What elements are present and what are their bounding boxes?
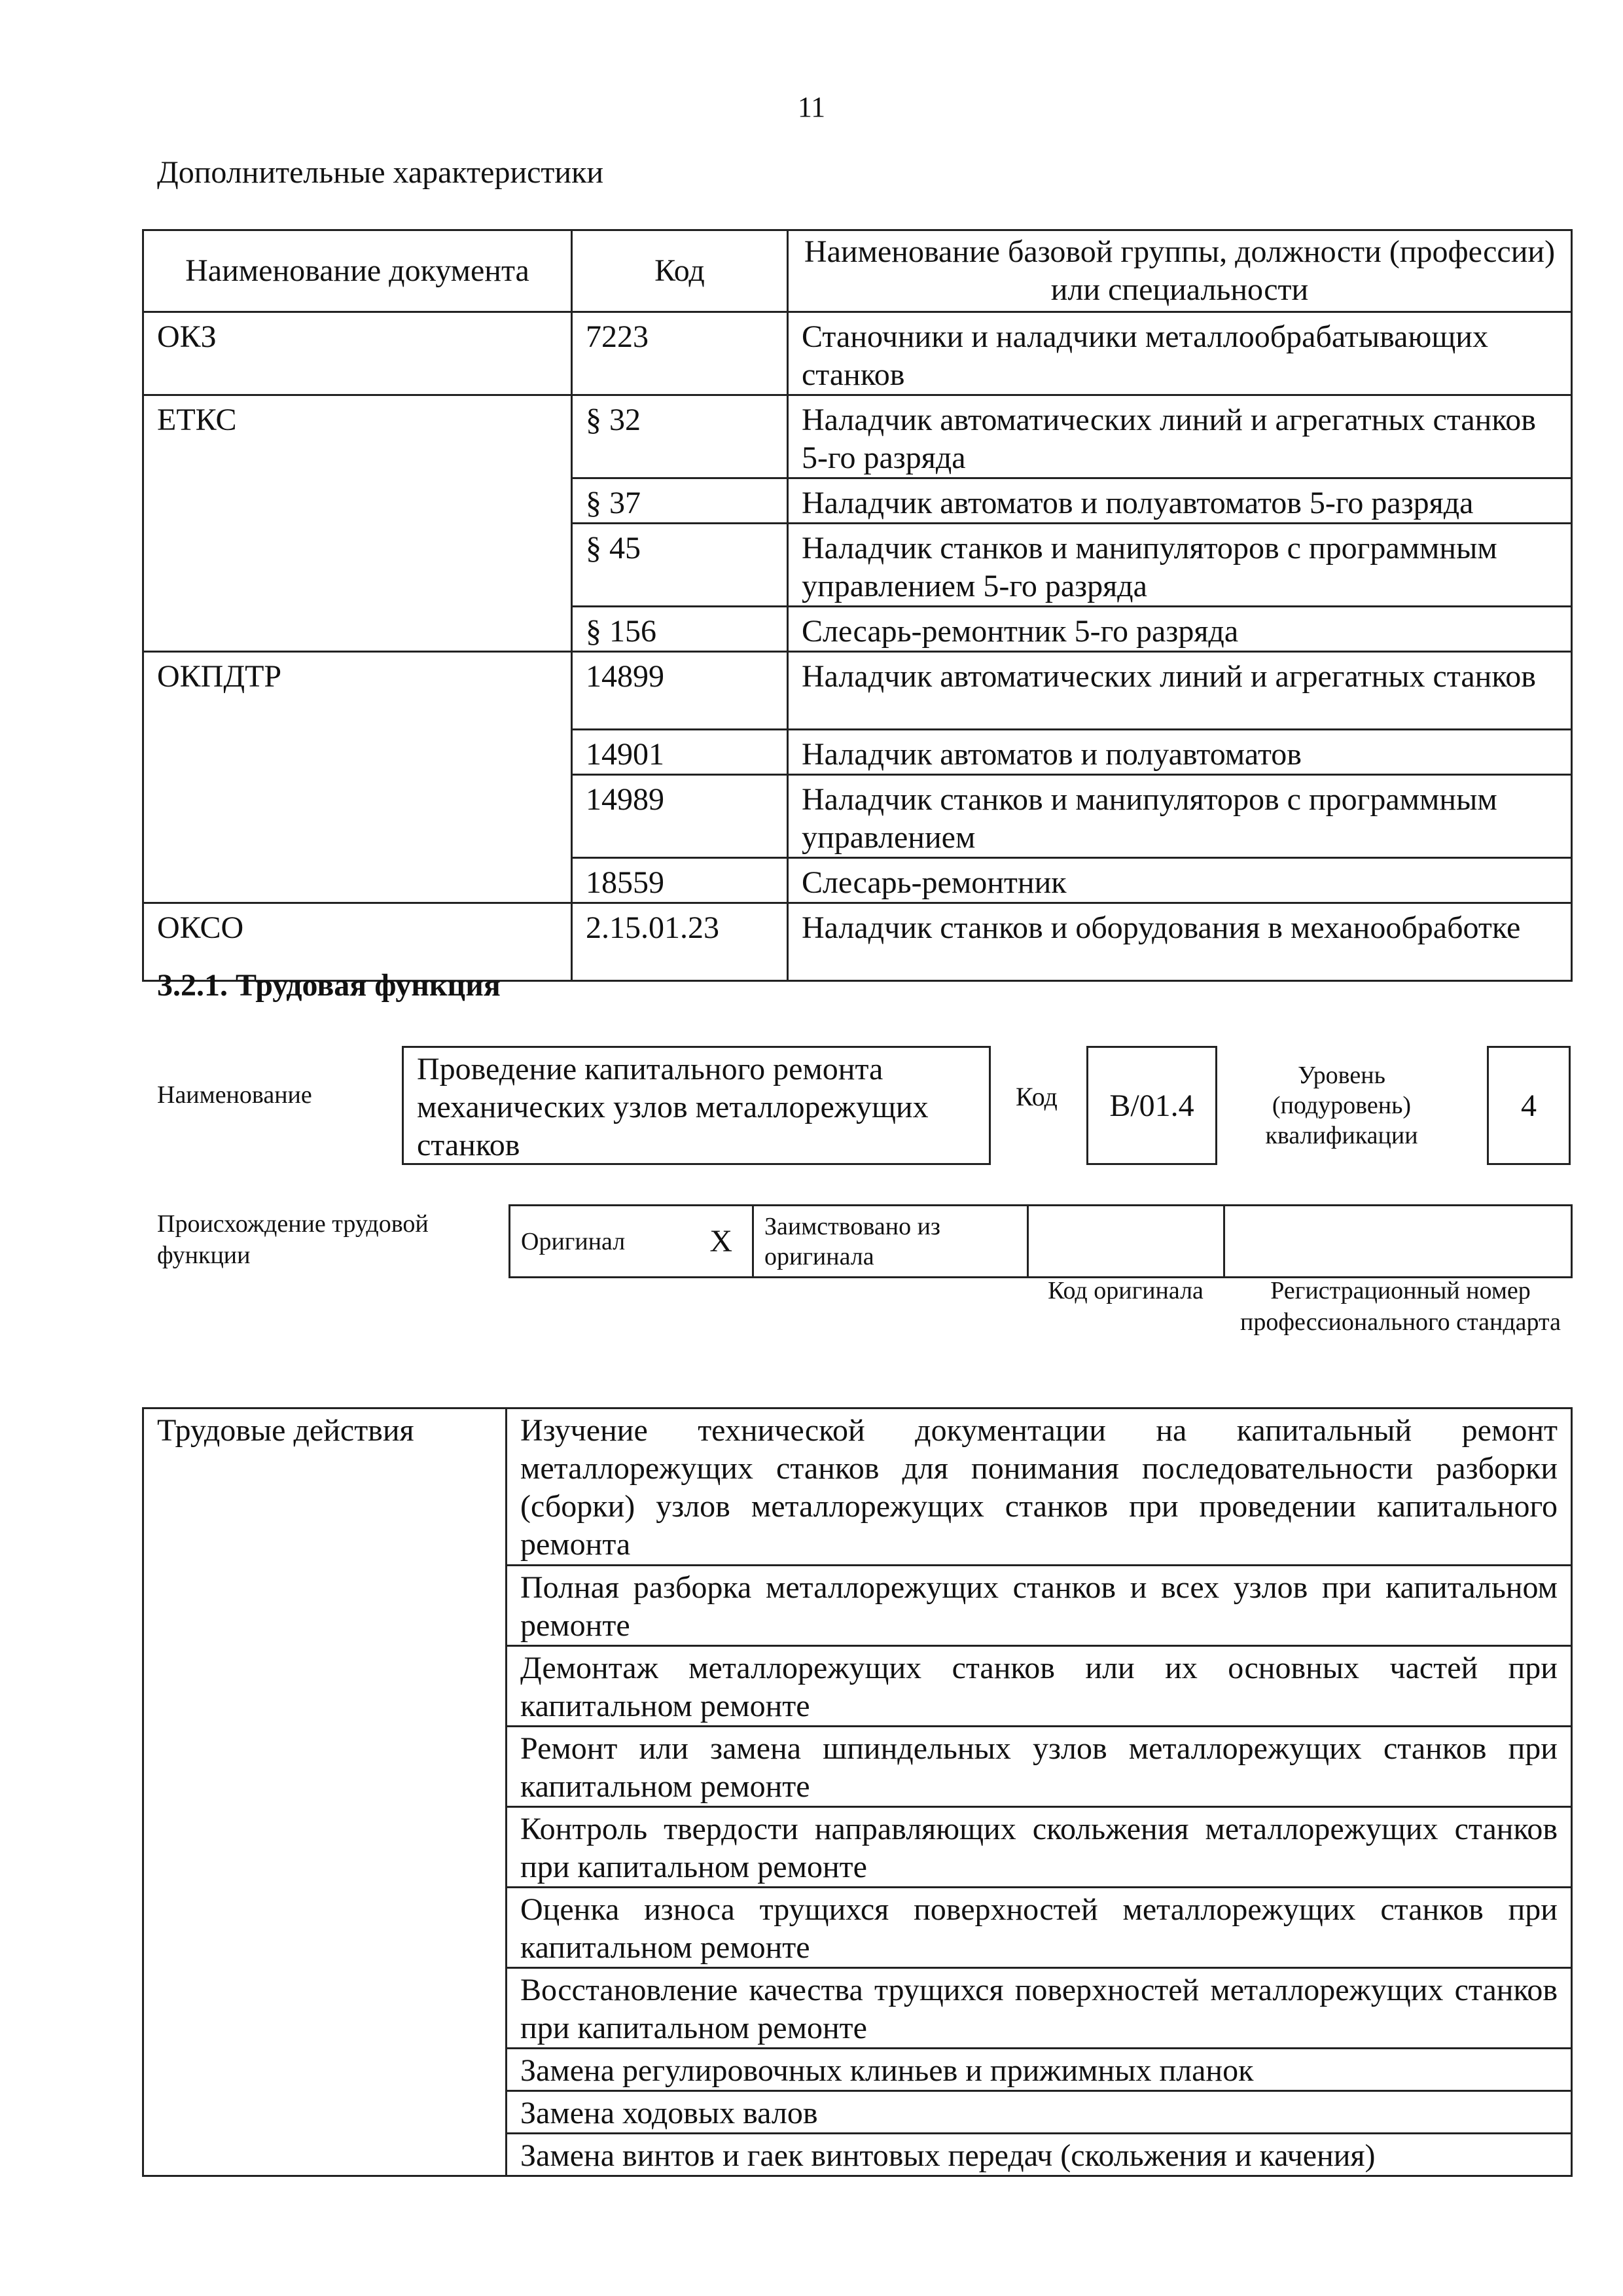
original-code-caption: Код оригинала — [1048, 1277, 1204, 1304]
table-row — [143, 312, 1572, 395]
labor-action-item: Оценка износа трущихся поверхностей металлорежущих станков при капитальном ремонте — [507, 1888, 1572, 1968]
name-cell: Наладчик станков и манипуляторов с программным управлением — [788, 775, 1572, 858]
origin-label-line2: функции — [157, 1242, 251, 1269]
qualification-level-label: Уровень (подуровень) квалификации — [1265, 1062, 1418, 1149]
name-cell: Наладчик автоматов и полуавтоматов — [788, 730, 1572, 775]
page-number: 11 — [797, 91, 826, 123]
name-cell: Наладчик автоматических линий и агрегатных станков 5-го разряда — [788, 395, 1572, 478]
column-header: Наименование базовой группы, должности (профессии) или специальности — [788, 230, 1572, 312]
borrowed-label: Заимствовано из оригинала — [753, 1206, 1028, 1278]
labor-actions-table — [142, 1407, 1573, 2177]
labor-action-item: Замена винтов и гаек винтовых передач (скольжения и качения) — [507, 2134, 1572, 2176]
name-cell: Станочники и наладчики металлообрабатывающих станков — [788, 312, 1572, 395]
code-cell: 14899 — [572, 652, 788, 730]
code-cell: 18559 — [572, 858, 788, 903]
code-cell: § 32 — [572, 395, 788, 478]
origin-label — [157, 1208, 429, 1271]
name-cell: Слесарь-ремонтник — [788, 858, 1572, 903]
table-header-row — [143, 230, 1572, 312]
function-heading: 3.2.1. Трудовая функция — [157, 968, 501, 1003]
labor-action-item: Контроль твердости направляющих скольжения металлорежущих станков при капитальном ремонте — [507, 1807, 1572, 1888]
name-cell: Наладчик автоматических линий и агрегатных станков — [788, 652, 1572, 730]
original-code-cell — [1028, 1206, 1224, 1278]
name-cell: Наладчик станков и оборудования в механообработке — [788, 903, 1572, 981]
name-cell: Наладчик станков и манипуляторов с программным управлением 5-го разряда — [788, 524, 1572, 607]
section-caption: Дополнительные характеристики — [157, 155, 604, 190]
table-row — [143, 395, 1572, 478]
column-header: Код — [572, 230, 788, 312]
registration-number-cell — [1224, 1206, 1572, 1278]
table-row — [143, 652, 1572, 730]
name-cell: Наладчик автоматов и полуавтоматов 5-го разряда — [788, 478, 1572, 524]
function-code-box: B/01.4 — [1086, 1046, 1217, 1165]
labor-action-item: Ремонт или замена шпиндельных узлов металлорежущих станков при капитальном ремонте — [507, 1727, 1572, 1807]
name-cell: Слесарь-ремонтник 5-го разряда — [788, 607, 1572, 652]
origin-label-line1: Происхождение трудовой — [157, 1210, 429, 1238]
registration-number-caption: Регистрационный номер профессионального стандарта — [1240, 1277, 1561, 1336]
doc-cell: ОКПДТР — [143, 652, 572, 903]
origin-table — [508, 1204, 1573, 1278]
labor-action-item: Демонтаж металлорежущих станков или их основных частей при капитальном ремонте — [507, 1646, 1572, 1727]
original-mark: X — [634, 1206, 753, 1278]
function-name-box: Проведение капитального ремонта механических узлов металлорежущих станков — [402, 1046, 991, 1165]
code-cell: 2.15.01.23 — [572, 903, 788, 981]
function-code-label: Код — [1016, 1082, 1058, 1111]
doc-cell: ЕТКС — [143, 395, 572, 652]
code-cell: § 156 — [572, 607, 788, 652]
doc-cell: ОКЗ — [143, 312, 572, 395]
code-cell: 14901 — [572, 730, 788, 775]
labor-action-item: Восстановление качества трущихся поверхностей металлорежущих станков при капитальном ремонте — [507, 1968, 1572, 2049]
function-name-label: Наименование — [157, 1081, 312, 1109]
labor-action-item: Замена ходовых валов — [507, 2091, 1572, 2134]
labor-action-item: Замена регулировочных клиньев и прижимных планок — [507, 2049, 1572, 2091]
column-header: Наименование документа — [143, 230, 572, 312]
characteristics-table — [142, 229, 1573, 982]
doc-cell: ОКСО — [143, 903, 572, 981]
code-cell: 7223 — [572, 312, 788, 395]
table-row — [143, 1408, 1572, 1566]
code-cell: § 37 — [572, 478, 788, 524]
labor-action-item: Изучение технической документации на капитальный ремонт металлорежущих станков для понимания последовательности разборки (сборки) узлов металлорежущих станков при проведении капитального ремонта — [507, 1408, 1572, 1566]
origin-row — [510, 1206, 1572, 1278]
qualification-level-box: 4 — [1487, 1046, 1571, 1165]
code-cell: 14989 — [572, 775, 788, 858]
original-label: Оригинал — [510, 1206, 634, 1278]
labor-action-item: Полная разборка металлорежущих станков и всех узлов при капитальном ремонте — [507, 1566, 1572, 1646]
labor-actions-label: Трудовые действия — [143, 1408, 507, 2176]
code-cell: § 45 — [572, 524, 788, 607]
